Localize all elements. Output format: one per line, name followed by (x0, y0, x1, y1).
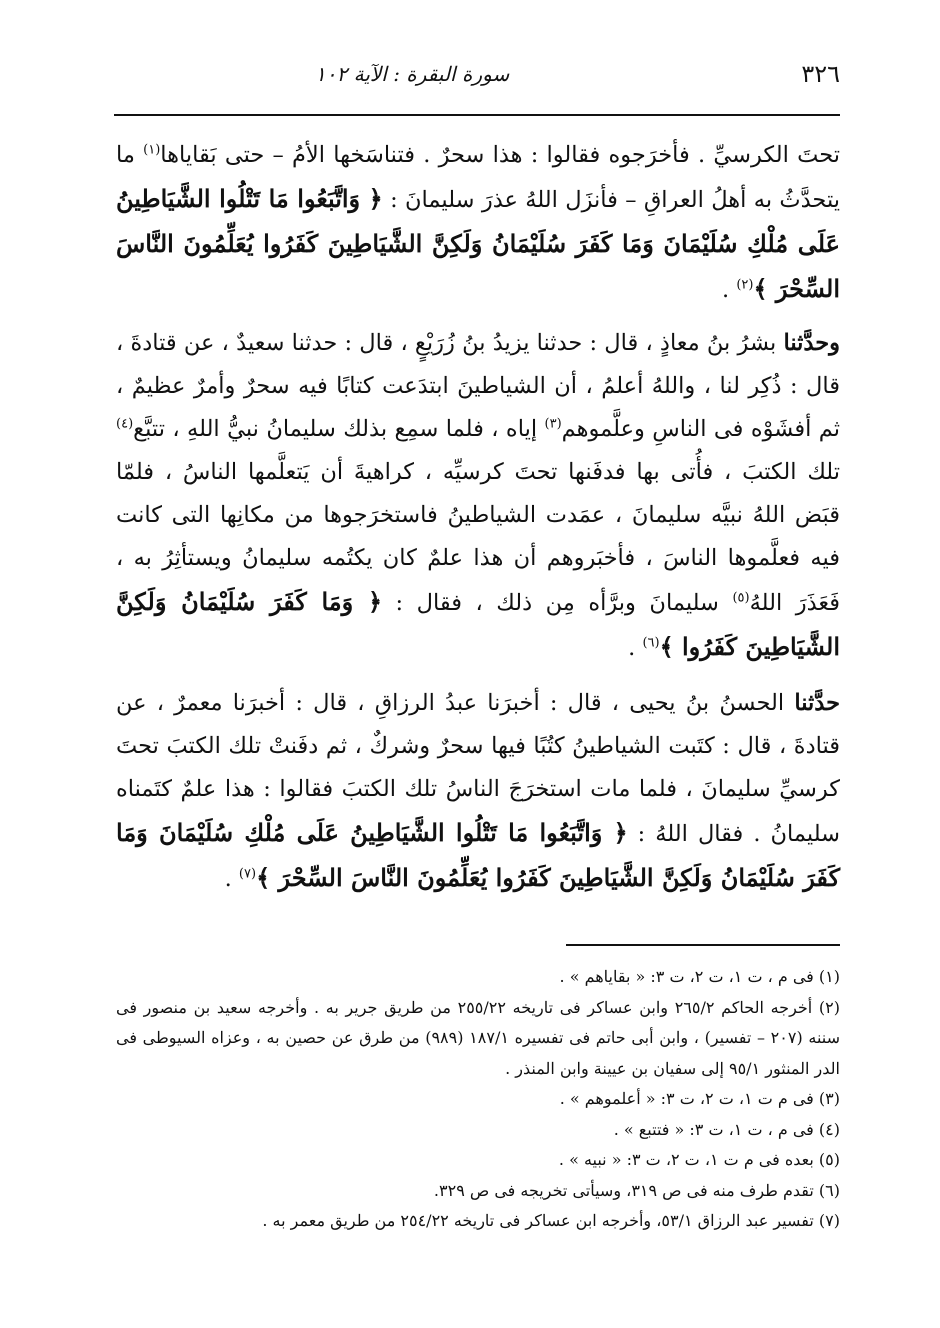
footnote-5: (٥) بعده فى م ت ١، ت ٢، ت ٣: « نبيه » . (558, 1150, 840, 1169)
quran-verse: ﴿ وَاتَّبَعُوا مَا تَتْلُوا الشَّيَاطِينُ عَلَى مُلْكِ سُلَيْمَانَ وَمَا كَفَرَ سُلَيْمَانُ وَلَكِنَّ الشَّيَاطِينَ كَفَرُوا يُعَلِّمُونَ النَّاسَ السِّحْرَ ﴾ (116, 184, 840, 303)
footnote-ref-5: (٥) (732, 590, 750, 606)
running-title: سورة البقرة : الآية ١٠٢ (315, 62, 510, 86)
footnote-7: (٧) تفسير عبد الرزاق ٥٣/١، وأخرجه ابن عساكر فى تاريخه ٢٥٤/٢٢ من طريق معمر به . (262, 1211, 840, 1230)
main-text (116, 134, 840, 913)
text-segment: تحتَ الكرسيِّ . فأخرَجوه فقالوا : هذا سحرٌ . فتناسَخها الأمُ – حتى بَقاياها (160, 142, 841, 168)
text-segment: . (628, 635, 643, 661)
hadith-lead-word: حدَّثنا (794, 690, 840, 716)
footnote-2: (٢) أخرجه الحاكم ٢٦٥/٢ وابن عساكر فى تاريخه ٢٥٥/٢٢ من طريق جرير به . وأخرجه سعيد بن منصور فى سننه (٢٠٧ – تفسير) ، وابن أبى حاتم فى تفسيره ١٨٧/١ (٩٨٩) من طرق عن حصين به ، وعزاه السيوطى فى الدر المنثور ٩٥/١ إلى سفيان بن عيينة وابن المنذر . (116, 997, 841, 1078)
text-segment: تلك الكتبَ ، فأُتى بها فدفَنها تحتَ كرسيِّه ، كراهيةَ أن يَتعلَّمها الناسُ ، فلمّا قبَض اللهُ نبيَّه سليمانَ ، عمَدت الشياطينُ فاستخرَجوها من مكانِها التى كانت فيه فعلَّموها الناسَ ، فأخبَروهم أن هذا علمٌ كان يكتُمه سليمانُ ويستأثِرُ به ، فَعَذَرَ اللهُ (116, 459, 840, 616)
paragraph-2 (116, 322, 840, 670)
paragraph-3 (116, 682, 840, 901)
text-segment: إياه ، فلما سمِع بذلك سليمانُ نبيُّ اللهِ ، تتبَّع (133, 416, 545, 442)
footnote-4: (٤) فى م ، ت ١، ت ٣: « فتتبع » . (613, 1119, 840, 1139)
text-segment: سليمانَ وبرَّأه مِن ذلك ، فقال : (382, 590, 733, 616)
footnote-6: (٦) تقدم طرف منه فى ص ٣١٩، وسيأتى تخريجه فى ص ٣٢٩. (433, 1180, 840, 1200)
quran-verse: ﴿ وَمَا كَفَرَ سُلَيْمَانُ وَلَكِنَّ الشَّيَاطِينَ كَفَرُوا ﴾ (116, 587, 840, 661)
footnote-ref-2: (٢) (736, 277, 754, 293)
footnote-divider (566, 944, 840, 946)
footnote-ref-7: (٧) (238, 866, 257, 882)
header-divider (114, 114, 840, 116)
footnote-ref-1: (١) (143, 142, 161, 158)
text-segment: ما يتحدَّثُ به أهلُ العراقِ – فأنزَل اللهُ عذرَ سليمانَ : (116, 142, 840, 213)
text-segment: بشرُ بنُ معاذٍ ، قال : حدثنا يزيدُ بنُ زُرَيْعٍ ، قال : حدثنا سعيدٌ ، عن قتادةَ ، قال : ذُكِر لنا ، واللهُ أعلمُ ، أن الشياطينَ ابتدَعت كتابًا فيه سحرٌ وأمرٌ عظيمٌ ، ثم أفشَوْه فى الناسِ وعلَّموهم (116, 330, 840, 442)
footnote-1: (١) فى م ، ت ١، ت ٢، ت ٣: « بقاياهم » . (559, 967, 840, 986)
footnotes (116, 962, 840, 1237)
quran-verse: ﴿ وَاتَّبَعُوا مَا تَتْلُوا الشَّيَاطِينُ عَلَى مُلْكِ سُلَيْمَانَ وَمَا كَفَرَ سُلَيْمَانُ وَلَكِنَّ الشَّيَاطِينَ كَفَرُوا يُعَلِّمُونَ النَّاسَ السِّحْرَ ﴾ (116, 818, 840, 892)
text-segment: . (224, 866, 239, 892)
hadith-lead-word: وحدَّثنا (783, 330, 840, 356)
footnote-ref-3: (٣) (544, 416, 562, 432)
page-header (120, 52, 840, 96)
page-number: ٣٢٦ (801, 60, 840, 88)
text-segment: . (722, 277, 737, 303)
footnote-ref-4: (٤) (116, 416, 134, 432)
text-segment: الحسنُ بنُ يحيى ، قال : أخبرَنا عبدُ الرزاقِ ، قال : أخبرَنا معمرٌ ، عن قتادةَ ، قال : كتَبت الشياطينُ كتُبًا فيها سحرٌ وشركٌ ، ثم دفَنتْ تلك الكتبَ تحتَ كرسيِّ سليمانَ ، فلما مات استخرَجَ الناسُ تلك الكتبَ فقالوا : هذا علمٌ كتَمناه سليمانُ . فقال اللهُ : (116, 690, 840, 847)
footnote-ref-6: (٦) (642, 635, 660, 651)
paragraph-1 (116, 134, 840, 312)
footnote-3: (٣) فى م ت ١، ت ٢، ت ٣: « أعلموهم » . (559, 1089, 840, 1108)
